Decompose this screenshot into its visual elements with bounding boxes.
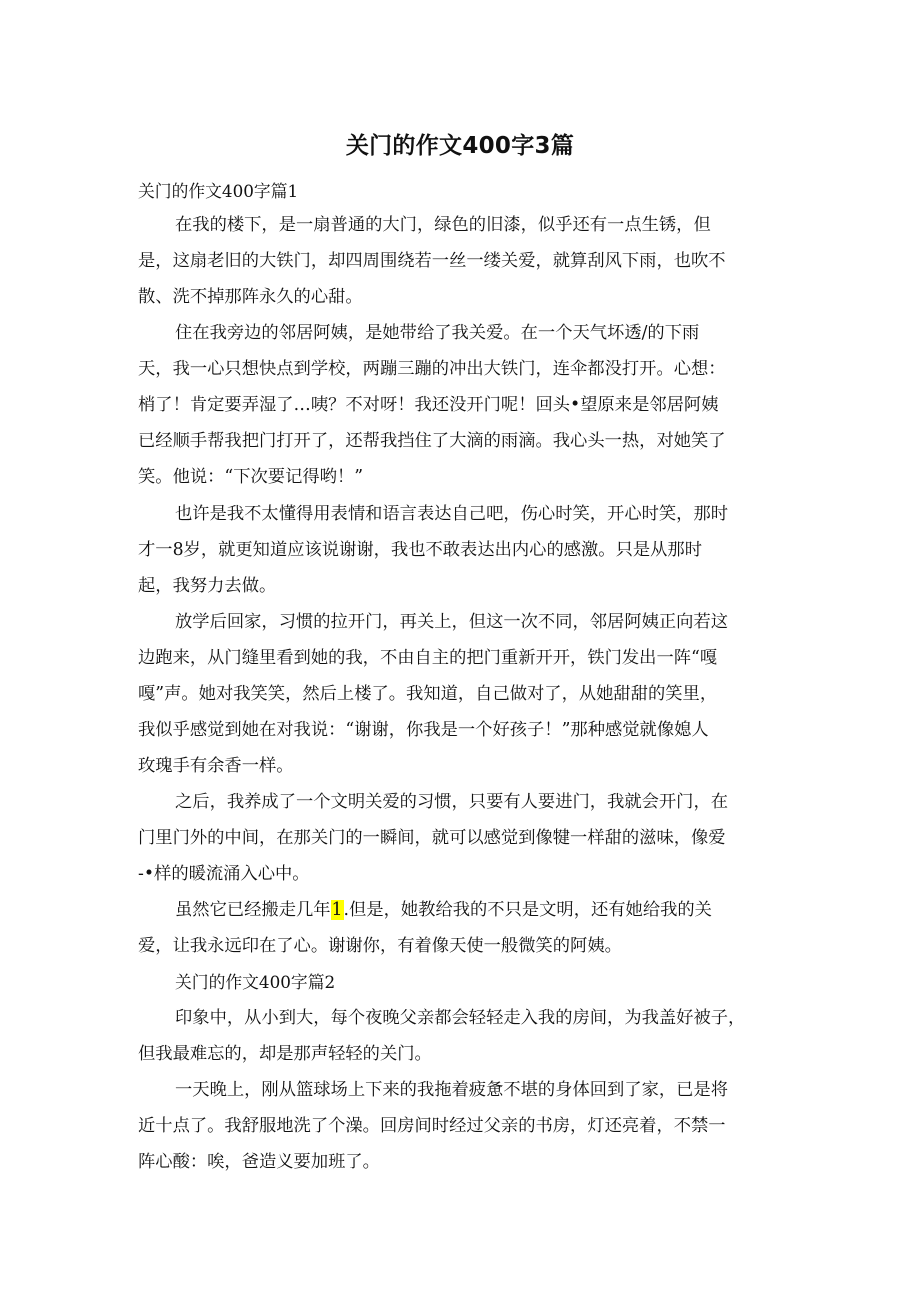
paragraph-line: 但我最难忘的，却是那声轻轻的关门。	[138, 1044, 432, 1064]
paragraph-line: 笑。他说：“下次要记得哟！”	[138, 467, 364, 487]
paragraph-line: 放学后回家，习惯的拉开门，再关上，但这一次不同，邻居阿姨正向若这	[175, 612, 729, 632]
paragraph-line: 我似乎感觉到她在对我说：“谢谢，你我是一个好孩子！”那种感觉就像媳人	[138, 720, 709, 740]
paragraph-line: 边跑来，从门缝里看到她的我，不由自主的把门重新开开，铁门发出一阵“嘎	[138, 648, 718, 668]
paragraph-line: 玫瑰手有余香一样。	[138, 756, 294, 776]
paragraph-line: 起，我努力去做。	[138, 576, 277, 596]
paragraph-line: 阵心酸：唉，爸造义要加班了。	[138, 1152, 380, 1172]
paragraph-line: 散、洗不掉那阵永久的心甜。	[138, 287, 363, 307]
paragraph-line: 近十点了。我舒服地洗了个澡。回房间时经过父亲的书房，灯还亮着，不禁一	[138, 1116, 726, 1136]
paragraph-line: 印象中，从小到大，每个夜晚父亲都会轻轻走入我的房间，为我盖好被子，	[175, 1008, 746, 1028]
paragraph-line: 才一8岁，就更知道应该说谢谢，我也不敢表达出内心的感激。只是从那时	[138, 540, 702, 560]
paragraph-line: 爱，让我永远印在了心。谢谢你，有着像天使一般微笑的阿姨。	[138, 936, 622, 956]
section-heading-2: 关门的作文400字篇2	[175, 972, 336, 992]
line-text-before-highlight: 虽然它已经搬走几年	[175, 900, 331, 920]
paragraph-line: 是，这扇老旧的大铁门，却四周围绕若一丝一缕关爱，就算刮风下雨，也吹不	[138, 251, 726, 271]
paragraph-line: 在我的楼下，是一扇普通的大门，绿色的旧漆，似乎还有一点生锈，但	[175, 215, 711, 235]
paragraph-line-with-highlight	[175, 897, 712, 923]
highlighted-text: 1	[331, 900, 343, 920]
line-text-after-highlight: .但是，她教给我的不只是文明，还有她给我的关	[343, 900, 712, 920]
paragraph-line: -•样的暖流涌入心中。	[138, 864, 310, 884]
paragraph-line: 也许是我不太懂得用表情和语言表达自己吧，伤心时笑，开心时笑，那时	[175, 504, 729, 524]
paragraph-line: 一天晚上，刚从篮球场上下来的我拖着疲惫不堪的身体回到了家，已是将	[175, 1080, 729, 1100]
paragraph-line: 之后，我养成了一个文明关爱的习惯，只要有人要进门，我就会开门，在	[175, 792, 729, 812]
section-heading-1: 关门的作文400字篇1	[138, 181, 299, 201]
paragraph-line: 天，我一心只想快点到学校，两蹦三蹦的冲出大铁门，连伞都没打开。心想：	[138, 359, 726, 379]
document-title: 关门的作文400字3篇	[345, 133, 575, 159]
paragraph-line: 嘎”声。她对我笑笑，然后上楼了。我知道，自己做对了，从她甜甜的笑里，	[138, 684, 718, 704]
paragraph-line: 已经顺手帮我把门打开了，还帮我挡住了大滴的雨滴。我心头一热，对她笑了	[138, 431, 726, 451]
paragraph-line: 门里门外的中间，在那关门的一瞬间，就可以感觉到像犍一样甜的滋味，像爱	[138, 828, 726, 848]
paragraph-line: 梢了！肯定要弄湿了…咦？不对呀！我还没开门呢！回头•望原来是邻居阿姨	[138, 395, 719, 415]
paragraph-line: 住在我旁边的邻居阿姨，是她带给了我关爱。在一个天气坏透/的下雨	[175, 323, 700, 343]
